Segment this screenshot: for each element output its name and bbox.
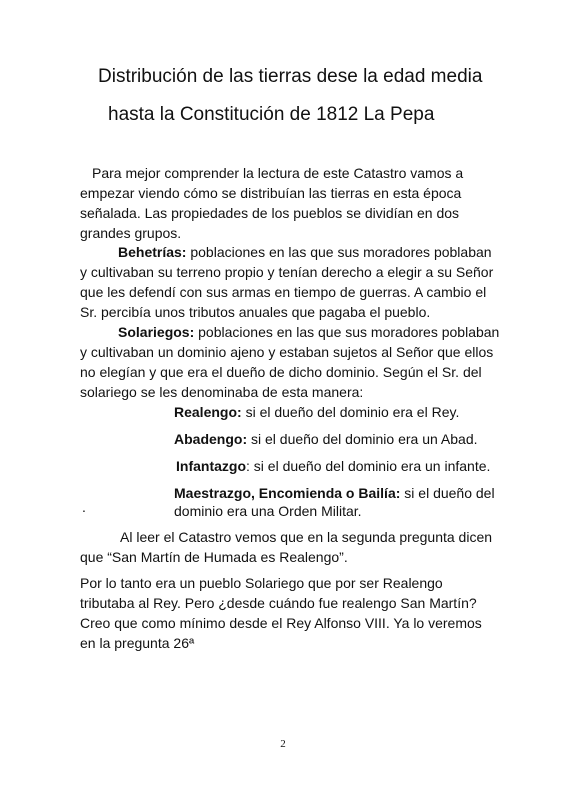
title-line-1: Distribución de las tierras dese la edad media <box>98 66 483 87</box>
type-text: si el dueño del <box>400 485 495 501</box>
conclusion-paragraph: Por lo tanto era un pueblo Solariego que por ser Realengo tributaba al Rey. Pero ¿desde cuándo fue realengo San Martín? Creo que como mínimo desde el Rey Alfonso VIII. Ya lo veremos en la pregunta 26ª <box>80 575 482 651</box>
behetrias-text: poblaciones en las que sus moradores poblaban y cultivaban su terreno propio y tenían derecho a elegir a su Señor que les defendí con sus armas en tiempo de guerras. A cambio el Sr. percibía unos tributos anuales que pagaba el pueblo. <box>80 244 494 320</box>
type-term: Maestrazgo, Encomienda o Bailía: <box>174 485 401 501</box>
stray-dot: . <box>82 499 86 515</box>
type-maestrazgo <box>174 483 495 503</box>
solariegos-paragraph <box>80 322 500 402</box>
behetrias-term: Behetrías: <box>118 244 187 260</box>
type-term: Infantazgo <box>176 458 246 474</box>
type-text: : si el dueño del dominio era un infante. <box>246 458 491 474</box>
solariegos-text: poblaciones en las que sus moradores poblaban y cultivaban un dominio ajeno y estaban sujetos al Señor que ellos no elegían y que era el dueño de dicho dominio. Según el Sr. del solariego se les denominaba de esta manera: <box>80 324 500 400</box>
type-infantazgo <box>176 456 490 476</box>
behetrias-paragraph <box>80 242 500 322</box>
type-text: si el dueño del dominio era el Rey. <box>241 404 460 420</box>
page-number: 2 <box>280 738 286 750</box>
type-abadengo <box>174 429 478 449</box>
type-text: si el dueño del dominio era un Abad. <box>247 431 478 447</box>
intro-paragraph: Para mejor comprender la lectura de este Catastro vamos a empezar viendo cómo se distribuían las tierras en esta época señalada. Las propiedades de los pueblos se dividían en dos grandes grupos. <box>80 165 464 241</box>
title-line-2: hasta la Constitución de 1812 La Pepa <box>108 104 435 125</box>
type-term: Abadengo: <box>174 431 248 447</box>
type-term: Realengo: <box>174 404 242 420</box>
type-maestrazgo-continuation: dominio era una Orden Militar. <box>174 503 362 519</box>
solariegos-term: Solariegos: <box>118 324 195 340</box>
type-realengo <box>174 402 459 422</box>
catastro-paragraph: Al leer el Catastro vemos que en la segunda pregunta dicen que “San Martín de Humada es Realengo”. <box>80 529 493 565</box>
